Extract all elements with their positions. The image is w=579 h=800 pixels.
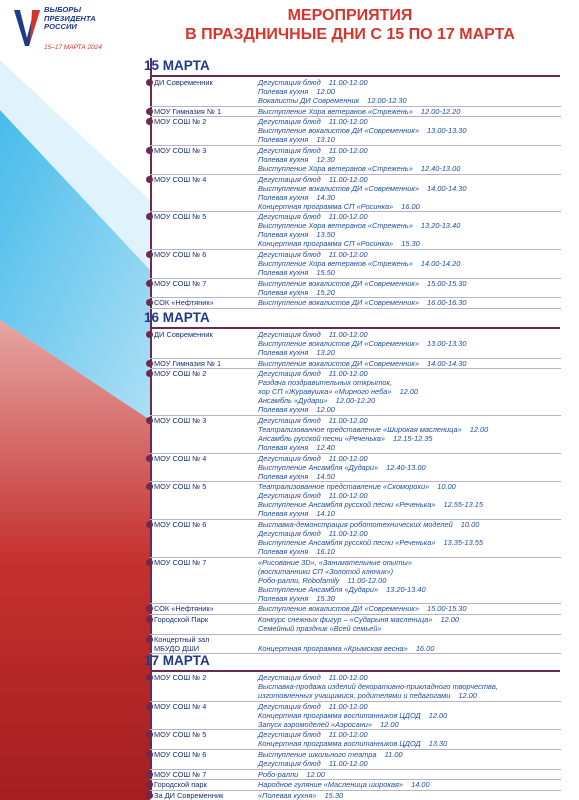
event-time: 13.20 xyxy=(314,348,335,358)
event-line xyxy=(258,175,368,184)
event-name: Полевая кухня xyxy=(258,87,309,97)
event-line xyxy=(258,624,382,633)
venue-name: МОУ СОШ № 5 xyxy=(154,212,207,222)
event-time: 12.00 xyxy=(467,425,489,434)
event-name: Выступление Ансамбля русской песни «Реченька» xyxy=(258,538,436,548)
venue-name: МОУ СОШ № 7 xyxy=(154,278,207,288)
event-time: 14.30 xyxy=(314,192,335,202)
event-line xyxy=(258,491,368,500)
event-time: 16.00-16.30 xyxy=(424,298,467,308)
event-name: Народное гуляние «Масленица широкая» xyxy=(258,780,404,790)
day-heading-underline xyxy=(150,327,560,329)
event-name: Выступление Хора ветеранов «Стрежень» xyxy=(258,106,413,116)
event-line xyxy=(258,425,488,434)
title-line-1: МЕРОПРИЯТИЯ xyxy=(287,7,413,24)
event-line xyxy=(258,711,447,720)
event-name: Дегустация блюд xyxy=(258,453,321,463)
venue-name: МОУ СОШ № 6 xyxy=(154,520,207,529)
event-time: 12.30 xyxy=(314,154,335,164)
event-time: 12.00-12.20 xyxy=(418,106,461,116)
timeline-dot xyxy=(146,636,153,643)
row-separator xyxy=(150,653,561,654)
event-line xyxy=(258,78,368,87)
event-time: 13.35-13.55 xyxy=(441,538,483,548)
event-name: Дегустация блюд xyxy=(258,145,321,155)
event-line xyxy=(258,529,368,538)
event-name: Выступление Ансамбля русской песни «Реченька» xyxy=(258,500,436,510)
timeline-dot xyxy=(146,147,153,154)
timeline-dot xyxy=(146,751,153,758)
venue-name: МОУ СОШ № 7 xyxy=(154,769,207,779)
timeline-dot xyxy=(146,781,153,788)
event-time: 12.00-12.30 xyxy=(365,96,407,106)
venue-name: МОУ СОШ № 4 xyxy=(154,174,207,184)
event-line xyxy=(258,538,483,547)
event-time: 11.00-12.00 xyxy=(326,453,368,463)
event-time: 10.00 xyxy=(435,482,456,492)
event-name: Выступление вокалистов ДИ «Современник» xyxy=(258,298,419,308)
event-name: Выступление Хора ветеранов «Стрежень» xyxy=(258,221,413,231)
timeline-dot xyxy=(146,280,153,287)
event-time: 13.20-13.40 xyxy=(418,221,461,231)
event-time: 15.00-15.30 xyxy=(424,604,467,614)
event-line xyxy=(258,268,335,277)
event-name: Выступление вокалистов ДИ «Современник» xyxy=(258,183,419,193)
event-name: Полевая кухня xyxy=(258,593,309,603)
event-time: 12.40 xyxy=(314,443,335,453)
row-separator xyxy=(150,769,561,770)
event-name: Полевая кухня xyxy=(258,287,309,297)
event-line xyxy=(258,509,335,518)
event-line xyxy=(258,594,335,603)
event-line xyxy=(258,164,460,173)
timeline-dot xyxy=(146,559,153,566)
event-name: Выступление вокалистов ДИ «Современник» xyxy=(258,358,419,368)
event-name: Дегустация блюд xyxy=(258,730,321,740)
event-line xyxy=(258,791,343,800)
event-line xyxy=(258,482,456,491)
event-time: 11.00-12.00 xyxy=(345,575,387,585)
day-heading: 16 МАРТА xyxy=(144,310,210,325)
venue-name: За ДИ Современник xyxy=(154,790,224,800)
event-time: 11.00-12.00 xyxy=(326,415,368,425)
event-line xyxy=(258,107,460,116)
event-time: 12.00 xyxy=(426,710,448,720)
row-separator xyxy=(150,634,561,635)
event-name: Концертная программа СП «Росинка» xyxy=(258,239,394,249)
event-name: «Рисование 3D», «Занимательные опыты» xyxy=(258,557,412,567)
logo-line-2: ПРЕЗИДЕНТА xyxy=(44,13,96,23)
venue-name: ДИ Современник xyxy=(154,330,213,339)
event-name: Выступление школьного театра xyxy=(258,749,377,759)
event-time: 15.30 xyxy=(322,790,344,800)
event-line xyxy=(258,330,368,339)
event-name: Концертная программа «Крымская весна» xyxy=(258,643,408,653)
event-time: 12.00 xyxy=(378,719,399,729)
event-line xyxy=(258,750,403,759)
event-time: 13.50 xyxy=(314,230,335,240)
event-line xyxy=(258,567,393,576)
logo-line-3: РОССИИ xyxy=(44,22,77,32)
event-time: 15.30 xyxy=(399,239,420,249)
event-line xyxy=(258,96,407,105)
event-time: 11.00-12.00 xyxy=(326,369,368,379)
event-line xyxy=(258,221,460,230)
v-check-icon xyxy=(14,8,40,48)
event-time: 11.00-12.00 xyxy=(326,758,368,768)
event-line xyxy=(258,730,368,739)
event-line xyxy=(258,348,335,357)
event-name: Дегустация блюд xyxy=(258,491,321,501)
event-name: Полевая кухня xyxy=(258,230,309,240)
event-line xyxy=(258,520,479,529)
event-line xyxy=(258,369,368,378)
event-name: Полевая кухня xyxy=(258,192,309,202)
timeline-dot xyxy=(146,251,153,258)
event-line xyxy=(258,250,368,259)
event-line xyxy=(258,682,498,691)
event-name: Полевая кухня xyxy=(258,405,309,415)
event-time: 12.55-13.15 xyxy=(441,500,483,510)
title-line-2: В ПРАЗДНИЧНЫЕ ДНИ С 15 ПО 17 МАРТА xyxy=(185,26,515,43)
event-name: Выступление вокалистов ДИ «Современник» xyxy=(258,339,419,349)
event-line xyxy=(258,239,420,248)
event-time: 11.00-12.00 xyxy=(326,330,368,339)
venue-name: МОУ СОШ № 5 xyxy=(154,482,207,492)
event-time: 11.00-12.00 xyxy=(326,174,368,184)
event-line xyxy=(258,405,335,414)
timeline-dot xyxy=(146,792,153,799)
event-line xyxy=(258,463,426,472)
event-name: Ансамбль русской песни «Реченька» xyxy=(258,434,385,444)
event-line xyxy=(258,126,466,135)
event-time: 13.00-13.30 xyxy=(424,126,467,136)
event-name: хор СП «Журавушка» «Мирного неба» xyxy=(258,387,392,397)
timeline-dot xyxy=(146,455,153,462)
event-name: Робо-ралли xyxy=(258,769,299,779)
event-time: 12.40-13.00 xyxy=(418,163,461,173)
event-time: 11.00-12.00 xyxy=(326,529,368,539)
event-time: 15.00-15.30 xyxy=(424,278,467,288)
event-line xyxy=(258,472,335,481)
venue-name: МОУ СОШ № 7 xyxy=(154,557,207,567)
timeline-axis xyxy=(150,58,152,798)
event-time: 13.20-13.40 xyxy=(384,584,426,594)
day-heading-underline xyxy=(150,670,560,672)
event-line xyxy=(258,87,335,96)
event-time: 12.00 xyxy=(456,691,477,701)
venue-name: МОУ СОШ № 3 xyxy=(154,145,207,155)
venue-name: Городской парк xyxy=(154,780,207,790)
logo-line-1: ВЫБОРЫ xyxy=(44,5,81,14)
event-name: Запуск аэромоделей «Аэросани» xyxy=(258,719,373,729)
event-time: 16.00 xyxy=(413,643,435,653)
page-title xyxy=(150,6,550,44)
event-line xyxy=(258,691,477,700)
event-name: Полевая кухня xyxy=(258,154,309,164)
event-name: изготовленных учащимися, родителями и педагогами xyxy=(258,691,451,701)
event-line xyxy=(258,359,466,368)
event-name: Полевая кухня xyxy=(258,268,309,277)
venue-name: Концертный зал xyxy=(154,634,210,644)
event-line xyxy=(258,230,335,239)
event-line xyxy=(258,288,335,297)
event-name: Полевая кухня xyxy=(258,509,309,519)
event-line xyxy=(258,279,466,288)
event-line xyxy=(258,604,466,613)
event-time: 12.00 xyxy=(304,769,325,779)
event-time: 14.00-14.30 xyxy=(424,358,467,368)
event-name: Выступление вокалистов ДИ «Современник» xyxy=(258,126,419,136)
event-line xyxy=(258,155,335,164)
event-time: 16.10 xyxy=(314,547,335,557)
event-line xyxy=(258,702,368,711)
timeline-dot xyxy=(146,79,153,86)
event-time: 11.00-12.00 xyxy=(326,212,368,222)
event-time: 11.00-12.00 xyxy=(326,730,368,740)
day-heading-underline xyxy=(150,75,560,77)
event-name: «Полевая кухня» xyxy=(258,790,317,800)
event-time: 14.00 xyxy=(409,780,430,790)
event-name: Концертная программа СП «Росинка» xyxy=(258,201,394,211)
event-time: 12.15-12.35 xyxy=(390,434,433,444)
event-name: Робо-ралли, Robofamily xyxy=(258,575,340,585)
event-name: Концертная программа воспитанников ЦДОД xyxy=(258,739,421,749)
event-time: 12.00 xyxy=(397,387,419,397)
event-name: Театрализованное представление «Широкая масленица» xyxy=(258,425,462,434)
event-name: Выставка-демонстрация робототехнических моделей xyxy=(258,520,453,529)
event-time: 11.00-12.00 xyxy=(326,673,368,682)
event-line xyxy=(258,644,434,653)
day-heading: 15 МАРТА xyxy=(144,58,210,73)
event-name: Дегустация блюд xyxy=(258,369,321,379)
event-line xyxy=(258,396,375,405)
timeline-dot xyxy=(146,703,153,710)
event-line xyxy=(258,135,335,144)
event-name: Ансамбль «Дудари» xyxy=(258,396,328,406)
event-line xyxy=(258,339,466,348)
event-line xyxy=(258,770,325,779)
timeline-dot xyxy=(146,674,153,681)
event-name: Выступление Хора ветеранов «Стрежень» xyxy=(258,258,413,268)
event-name: Дегустация блюд xyxy=(258,330,321,339)
event-time: 14.00-14.30 xyxy=(424,183,467,193)
event-line xyxy=(258,378,392,387)
event-line xyxy=(258,547,335,556)
venue-name: МОУ СОШ № 6 xyxy=(154,749,207,759)
event-name: Концертная программа воспитанников ЦДОД xyxy=(258,710,421,720)
event-time: 12.40-13.00 xyxy=(384,462,426,472)
event-line xyxy=(258,720,399,729)
event-time: 15.20 xyxy=(314,287,335,297)
election-logo xyxy=(14,6,134,54)
event-line xyxy=(258,615,459,624)
venue-name: МОУ СОШ № 4 xyxy=(154,453,207,463)
event-name: (воспитанники СП «Золотой ключик») xyxy=(258,566,394,576)
event-time: 10.00 xyxy=(458,520,480,529)
logo-caption xyxy=(44,6,96,32)
event-name: Полевая кухня xyxy=(258,471,309,481)
event-line xyxy=(258,117,368,126)
event-name: Дегустация блюд xyxy=(258,78,321,87)
event-name: Полевая кухня xyxy=(258,547,309,557)
event-time: 11.00-12.00 xyxy=(326,117,368,127)
event-line xyxy=(258,443,335,452)
event-time: 12.00 xyxy=(438,615,459,624)
event-name: Раздача поздравительных открыток, xyxy=(258,378,393,388)
venue-name: Городской Парк xyxy=(154,615,209,624)
event-line xyxy=(258,416,368,425)
venue-name: СОК «Нефтяник» xyxy=(154,298,214,308)
venue-name-line-2: МБУДО ДШИ xyxy=(154,643,200,653)
event-time: 12.00-12.20 xyxy=(333,396,376,406)
event-name: Дегустация блюд xyxy=(258,117,321,127)
event-line xyxy=(258,576,386,585)
venue-name: МОУ СОШ № 6 xyxy=(154,249,207,259)
event-name: Выступление Ансамбля «Дудари» xyxy=(258,584,379,594)
event-time: 16.00 xyxy=(399,201,420,211)
event-line xyxy=(258,739,447,748)
event-name: Дегустация блюд xyxy=(258,249,321,259)
day-heading: 17 МАРТА xyxy=(144,653,210,668)
event-name: Семейный праздник «Всей семьей» xyxy=(258,624,382,634)
event-name: Дегустация блюд xyxy=(258,758,321,768)
row-separator xyxy=(150,308,561,309)
event-line xyxy=(258,193,335,202)
logo-date: 15–17 МАРТА 2024 xyxy=(44,44,102,51)
event-name: Дегустация блюд xyxy=(258,415,321,425)
event-name: Театрализованное представление «Скоморохи» xyxy=(258,482,430,492)
event-time: 14.50 xyxy=(314,471,335,481)
event-time: 14.00-14.20 xyxy=(418,258,461,268)
timeline-dot xyxy=(146,417,153,424)
event-line xyxy=(258,434,432,443)
event-time: 13.10 xyxy=(314,135,335,145)
event-time: 11.00-12.00 xyxy=(326,78,368,87)
venue-name: МОУ СОШ № 2 xyxy=(154,673,207,682)
timeline-dot xyxy=(146,331,153,338)
event-name: Дегустация блюд xyxy=(258,529,321,539)
venue-name: МОУ СОШ № 5 xyxy=(154,730,207,740)
event-time: 11.00-12.00 xyxy=(326,145,368,155)
event-name: Выступление вокалистов ДИ «Современник» xyxy=(258,278,419,288)
timeline-dot xyxy=(146,176,153,183)
event-name: Выступление вокалистов ДИ «Современник» xyxy=(258,604,419,614)
venue-name: МОУ СОШ № 2 xyxy=(154,369,207,379)
event-line xyxy=(258,202,420,211)
event-name: Конкурс снежных фигур – «Сударыня масленица» xyxy=(258,615,433,624)
event-line xyxy=(258,387,418,396)
event-time: 14.10 xyxy=(314,509,335,519)
event-time: 11.00-12.00 xyxy=(326,249,368,259)
event-line xyxy=(258,259,460,268)
event-line xyxy=(258,585,426,594)
event-time: 12.00 xyxy=(314,405,335,415)
event-line xyxy=(258,558,412,567)
timeline-dot xyxy=(146,108,153,115)
event-time: 11.00-12.00 xyxy=(326,491,368,501)
event-name: Дегустация блюд xyxy=(258,174,321,184)
event-time: 15.30 xyxy=(314,593,335,603)
event-name: Полевая кухня xyxy=(258,443,309,453)
event-line xyxy=(258,500,483,509)
event-name: Выставка-продажа изделий декоративно-прикладного творчества, xyxy=(258,682,498,692)
venue-name: МОУ Гимназия № 1 xyxy=(154,358,222,368)
event-time: 13.00-13.30 xyxy=(424,339,467,349)
timeline-dot xyxy=(146,521,153,528)
venue-name: МОУ СОШ № 4 xyxy=(154,701,207,711)
event-line xyxy=(258,673,368,682)
event-line xyxy=(258,212,368,221)
event-time: 15.50 xyxy=(314,268,335,277)
event-name: Дегустация блюд xyxy=(258,701,321,711)
timeline-dot xyxy=(146,616,153,623)
event-name: Дегустация блюд xyxy=(258,212,321,222)
event-name: Выступление Ансамбля «Дудари» xyxy=(258,462,379,472)
event-name: Полевая кухня xyxy=(258,348,309,358)
venue-name: МОУ СОШ № 2 xyxy=(154,117,207,127)
event-name: Выступление Хора ветеранов «Стрежень» xyxy=(258,163,413,173)
timeline-dot xyxy=(146,360,153,367)
event-line xyxy=(258,146,368,155)
event-time: 11.00 xyxy=(382,749,403,759)
event-time: 13.30 xyxy=(426,739,448,749)
event-line xyxy=(258,780,430,789)
event-line xyxy=(258,759,368,768)
event-name: Дегустация блюд xyxy=(258,673,321,682)
event-time: 11.00-12.00 xyxy=(326,701,368,711)
event-time: 12.00 xyxy=(314,87,335,97)
event-name: Вокалисты ДИ Современник xyxy=(258,96,360,106)
venue-name: ДИ Современник xyxy=(154,78,213,87)
event-line xyxy=(258,298,466,307)
venue-name: СОК «Нефтяник» xyxy=(154,604,214,614)
event-line xyxy=(258,184,466,193)
event-line xyxy=(258,454,368,463)
timeline-dot xyxy=(146,771,153,778)
event-name: Полевая кухня xyxy=(258,135,309,145)
venue-name: МОУ Гимназия № 1 xyxy=(154,106,222,116)
venue-name: МОУ СОШ № 3 xyxy=(154,415,207,425)
